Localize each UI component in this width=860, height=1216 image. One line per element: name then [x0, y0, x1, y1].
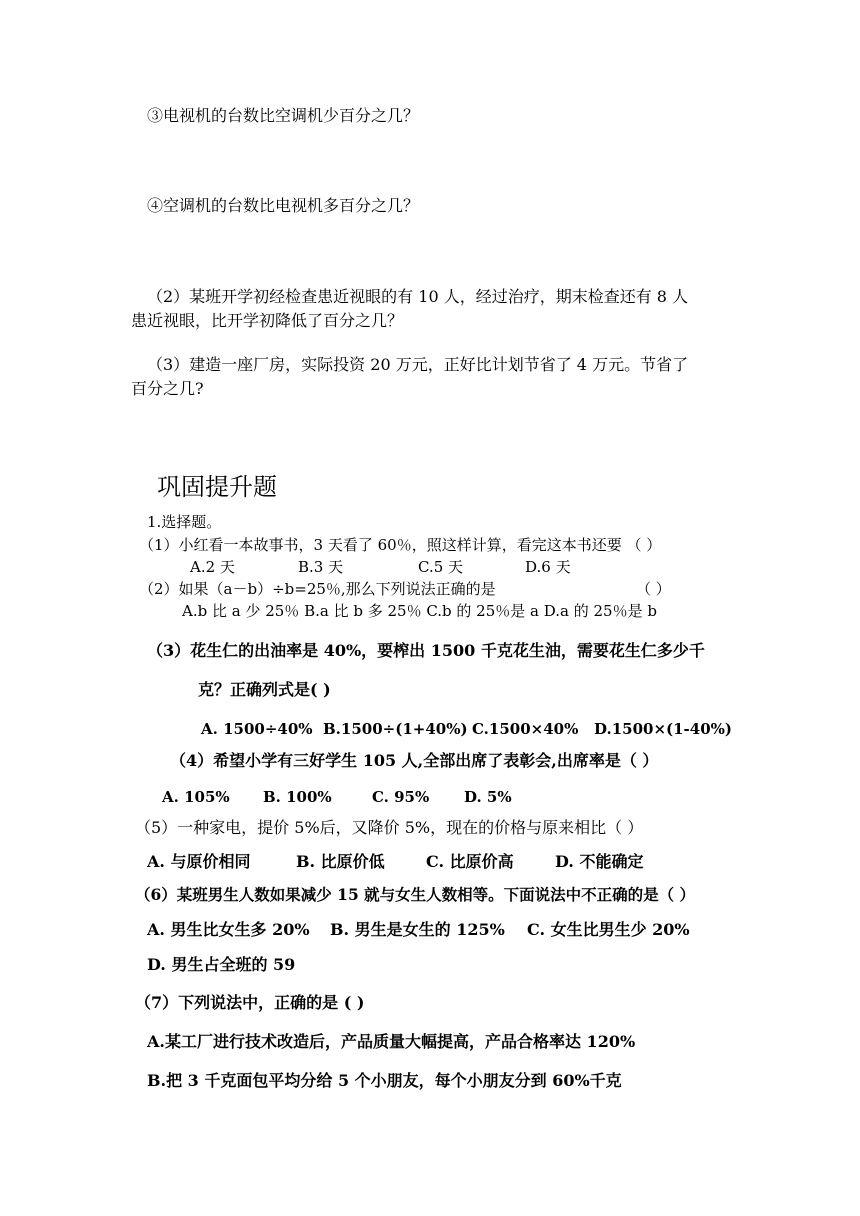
choice-q6-option-d: D. 男生占全班的 59: [147, 955, 296, 974]
choice-q3-option-a: A. 1500÷40%: [201, 720, 313, 738]
choice-title: 1.选择题。: [147, 513, 222, 531]
choice-q1-option-a: A.2 天: [190, 558, 235, 576]
choice-q3-option-b: B.1500÷(1+40%): [323, 720, 468, 738]
choice-q6-stem: （6）某班男生人数如果减少 15 就与女生人数相等。下面说法中不正确的是（ ）: [135, 885, 696, 904]
choice-q6-option-a: A. 男生比女生多 20%: [147, 920, 310, 939]
choice-q3-option-c: C.1500×40%: [472, 720, 579, 738]
problem-2-line-2: 患近视眼，比开学初降低了百分之几？: [131, 311, 404, 330]
choice-q5-option-d: D. 不能确定: [555, 852, 644, 871]
choice-q4-option-d: D. 5%: [464, 788, 512, 806]
choice-q7-stem: （7）下列说法中，正确的是 ( ): [135, 993, 365, 1012]
problem-3-line-1: （3）建造一座厂房，实际投资 20 万元，正好比计划节省了 4 万元。节省了: [147, 355, 689, 374]
choice-q6-option-c: C. 女生比男生少 20%: [527, 920, 690, 939]
choice-q4-option-c: C. 95%: [372, 788, 430, 806]
choice-q1-option-b: B.3 天: [298, 558, 344, 576]
choice-q5-option-c: C. 比原价高: [426, 852, 514, 871]
problem-3-line-2: 百分之几?: [131, 379, 204, 398]
choice-q4-option-a: A. 105%: [162, 788, 230, 806]
choice-q3-stem-line-2: 克？正确列式是( ): [198, 680, 331, 699]
choice-q1-option-d: D.6 天: [525, 558, 571, 576]
choice-q3-stem-line-1: （3）花生仁的出油率是 40%，要榨出 1500 千克花生油，需要花生仁多少千: [147, 641, 705, 660]
problem-2-line-1: （2）某班开学初经检查患近视眼的有 10 人，经过治疗，期末检查还有 8 人: [147, 287, 689, 306]
choice-q7-option-a: A.某工厂进行技术改造后，产品质量大幅提高，产品合格率达 120%: [147, 1032, 636, 1051]
choice-q1-stem: （1）小红看一本故事书，3 天看了 60％，照这样计算，看完这本书还要 （ ）: [139, 536, 662, 554]
choice-q5-option-b: B. 比原价低: [296, 852, 385, 871]
question-4-text: ④空调机的台数比电视机多百分之几？: [147, 196, 420, 215]
choice-q2-paren: （ ）: [636, 580, 671, 598]
choice-q5-option-a: A. 与原价相同: [147, 852, 251, 871]
choice-q3-option-d: D.1500×(1-40%): [594, 720, 732, 738]
choice-q1-option-c: C.5 天: [418, 558, 464, 576]
section-title: 巩固提升题: [157, 473, 277, 501]
choice-q4-option-b: B. 100%: [263, 788, 332, 806]
choice-q4-stem: （4）希望小学有三好学生 105 人,全部出席了表彰会,出席率是（ ）: [170, 751, 659, 770]
choice-q5-stem: （5）一种家电，提价 5%后，又降价 5%，现在的价格与原来相比（ ）: [135, 818, 644, 837]
choice-q2-options: A.b 比 a 少 25％ B.a 比 b 多 25％ C.b 的 25％是 a D.a 的 25％是 b: [182, 602, 657, 620]
choice-q7-option-b: B.把 3 千克面包平均分给 5 个小朋友，每个小朋友分到 60%千克: [147, 1071, 622, 1090]
question-3-text: ③电视机的台数比空调机少百分之几？: [147, 106, 420, 125]
choice-q2-stem: （2）如果（a－b）÷b=25％,那么下列说法正确的是: [139, 580, 496, 598]
choice-q6-option-b: B. 男生是女生的 125%: [330, 920, 505, 939]
